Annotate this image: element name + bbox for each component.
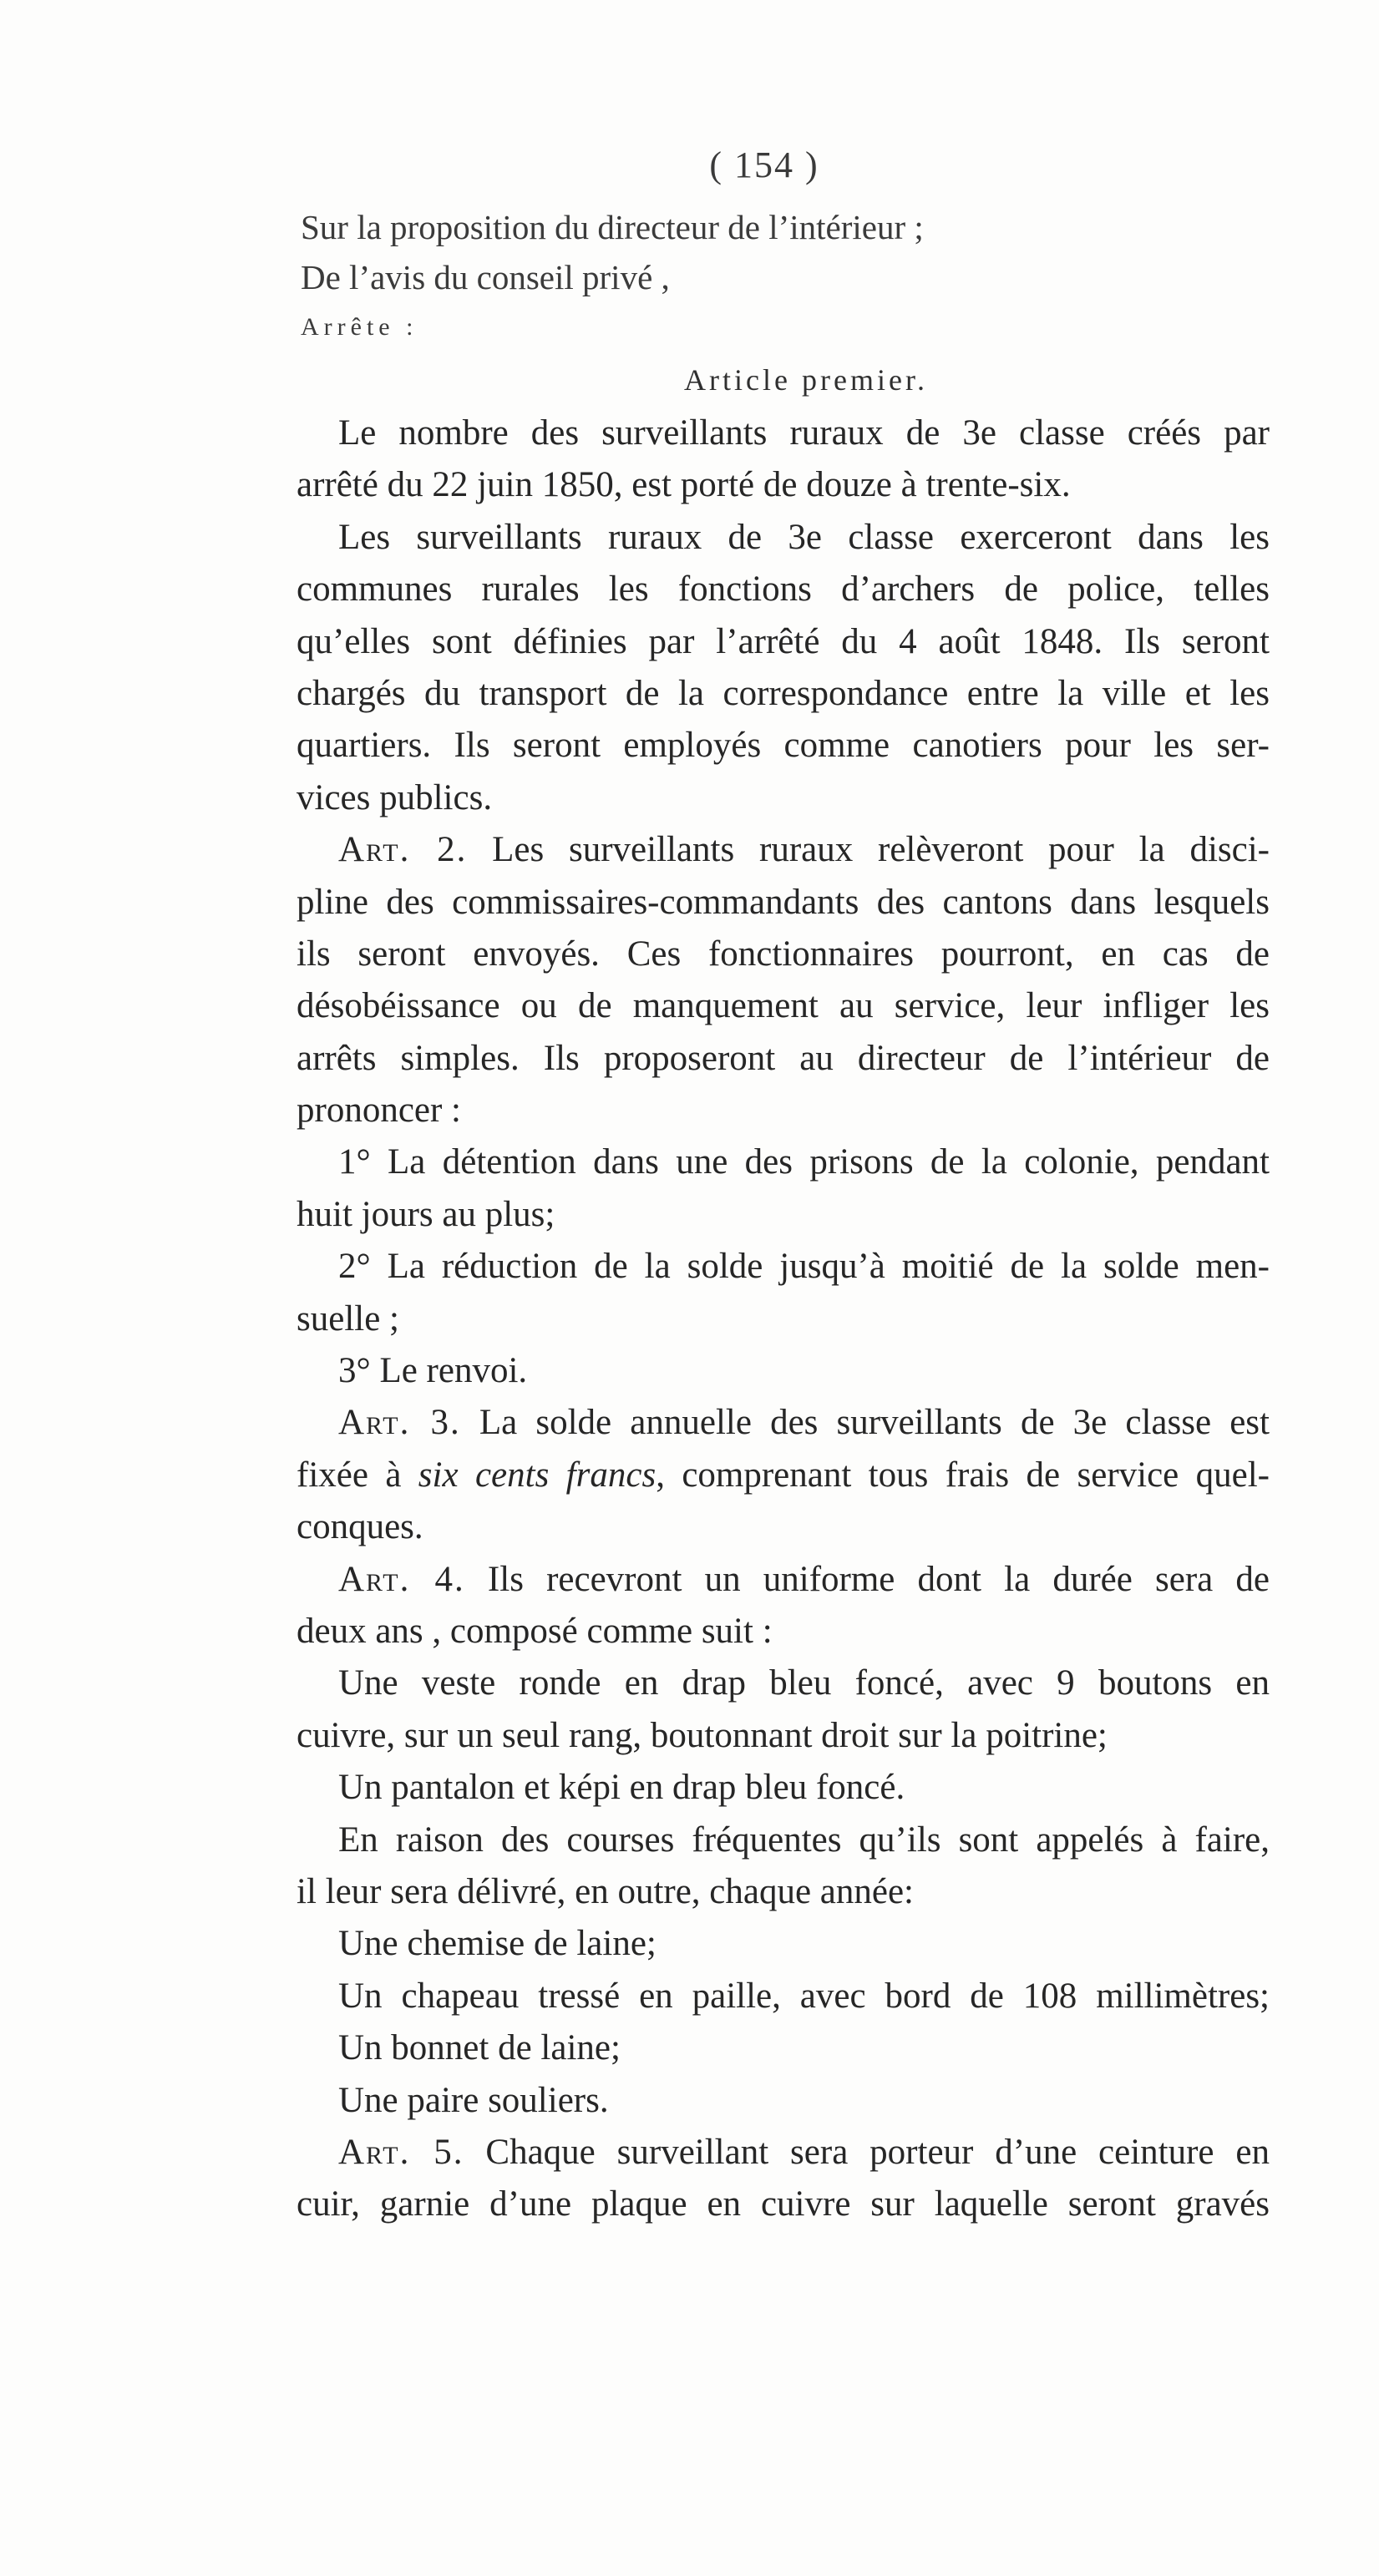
art1-paragraph-1 (255, 407, 1270, 512)
art2-item-3 (255, 1345, 1270, 1397)
list-item: Un chapeau tressé en paille, avec bord de 108 millimètres; (338, 1976, 1270, 2016)
art4-label: Art. 4. (338, 1559, 465, 1599)
text-segment: La solde annuelle des surveillants de 3e classe est (460, 1403, 1270, 1443)
page-number: ( 154 ) (709, 144, 819, 185)
text-line: 1° La détention dans une des prisons de la colonie, pendant (338, 1142, 1270, 1182)
body-text (255, 407, 1270, 2231)
preamble-avis: De l’avis du conseil privé , (301, 258, 670, 296)
italic-amount: six cents francs (418, 1455, 657, 1495)
text-line: conques. (297, 1507, 423, 1547)
annual-intro (255, 1814, 1270, 1919)
text-line: il leur sera délivré, en outre, chaque année: (297, 1871, 914, 1911)
list-item: Une chemise de laine; (338, 1924, 657, 1964)
art2-item-2 (255, 1241, 1270, 1345)
art1-paragraph-2 (255, 512, 1270, 824)
text-line (255, 1450, 1270, 1501)
text-line: arrêté du 22 juin 1850, est porté de douze à trente-six. (297, 465, 1071, 505)
art2-item-1 (255, 1136, 1270, 1241)
art5-paragraph (255, 2127, 1270, 2231)
art2-label: Art. 2. (338, 830, 468, 870)
text-line: arrêts simples. Ils proposeront au directeur de l’intérieur de (297, 1038, 1270, 1078)
annual-items (255, 1918, 1270, 2127)
arrete-heading: Arrête : (301, 313, 418, 341)
text-line: vices publics. (297, 777, 493, 817)
text-line: Le nombre des surveillants ruraux de 3e classe créés par (338, 413, 1270, 453)
uniform-item-2 (255, 1762, 1270, 1814)
text-line: Les surveillants ruraux de 3e classe exerceront dans les (338, 517, 1270, 557)
text-segment: Ils recevront un uniforme dont la durée sera de (464, 1559, 1270, 1599)
text-line: Un pantalon et képi en drap bleu foncé. (338, 1768, 905, 1808)
text-line: 3° Le renvoi. (338, 1351, 528, 1391)
text-line: huit jours au plus; (297, 1194, 555, 1234)
art2-paragraph (255, 824, 1270, 1136)
text-line: suelle ; (297, 1298, 399, 1339)
preamble-proposition: Sur la proposition du directeur de l’intérieur ; (301, 208, 924, 246)
uniform-item-1 (255, 1657, 1270, 1762)
text-line (255, 824, 1270, 876)
text-line: prononcer : (297, 1091, 462, 1131)
list-item: Un bonnet de laine; (338, 2028, 621, 2068)
text-column (226, 142, 1378, 2231)
text-line: quartiers. Ils seront employés comme canotiers pour les ser- (297, 726, 1270, 766)
text-line: 2° La réduction de la solde jusqu’à moitié de la solde men- (338, 1247, 1270, 1287)
text-line (255, 1554, 1270, 1606)
text-line (255, 1397, 1270, 1449)
text-segment: Chaque surveillant sera porteur d’une ceinture en (464, 2132, 1270, 2172)
art3-label: Art. 3. (338, 1403, 461, 1443)
text-segment: Les surveillants ruraux relèveront pour la disci- (467, 830, 1270, 870)
art5-label: Art. 5. (338, 2132, 464, 2172)
text-segment: , comprenant tous frais de service quel- (656, 1455, 1270, 1495)
art3-paragraph (255, 1397, 1270, 1553)
text-line (255, 2127, 1270, 2179)
text-line: ils seront envoyés. Ces fonctionnaires pourront, en cas de (297, 934, 1270, 974)
text-line: pline des commissaires-commandants des cantons dans lesquels (297, 882, 1270, 922)
text-line: chargés du transport de la correspondance entre la ville et les (297, 673, 1270, 713)
text-line: En raison des courses fréquentes qu’ils sont appelés à faire, (338, 1819, 1270, 1860)
list-item: Une paire souliers. (338, 2080, 609, 2120)
text-segment: fixée à (297, 1455, 418, 1495)
art4-paragraph (255, 1554, 1270, 1658)
text-line: communes rurales les fonctions d’archers de police, telles (297, 569, 1270, 610)
article-premier-heading: Article premier. (684, 363, 928, 397)
text-line: cuivre, sur un seul rang, boutonnant droit sur la poitrine; (297, 1715, 1108, 1755)
text-line: Une veste ronde en drap bleu foncé, avec 9 boutons en (338, 1663, 1270, 1703)
text-line: cuir, garnie d’une plaque en cuivre sur laquelle seront gravés (297, 2184, 1270, 2224)
text-line: désobéissance ou de manquement au service, leur infliger les (297, 986, 1270, 1026)
text-line: deux ans , composé comme suit : (297, 1611, 773, 1651)
text-line: qu’elles sont définies par l’arrêté du 4 août 1848. Ils seront (297, 621, 1270, 661)
